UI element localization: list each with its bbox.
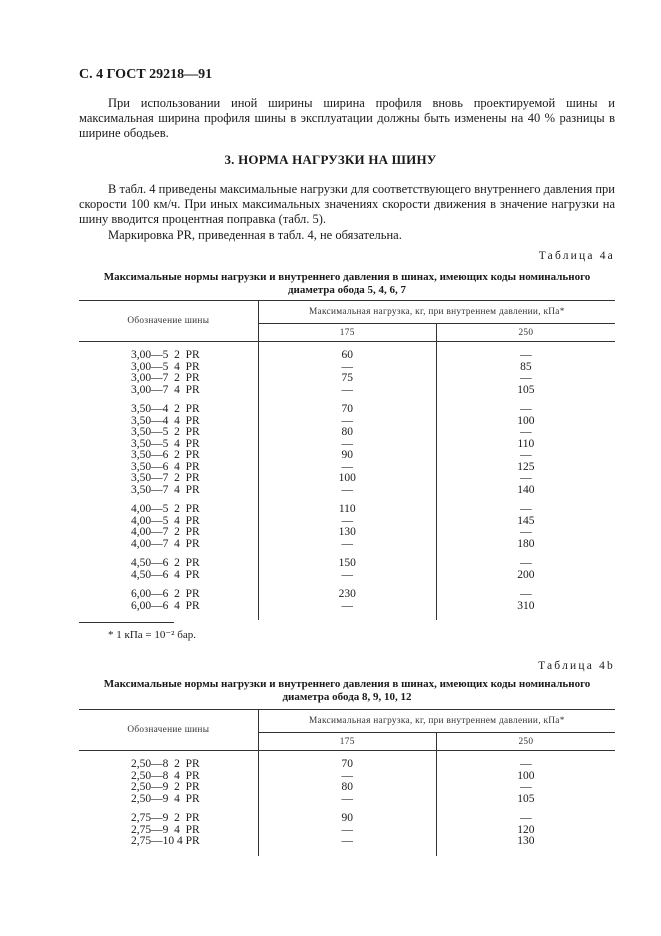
tire-designation: 4,00—5 2 PR [79,504,258,516]
tire-designation: 2,50—9 4 PR [79,794,258,806]
load-250: — [520,526,532,538]
load-175: 75 [258,373,436,385]
table-row [79,485,615,497]
load-250: — [520,426,532,438]
table-row [79,427,615,439]
gap-cell [436,612,615,620]
table-row [79,504,615,516]
table-b-title: Максимальные нормы нагрузки и внутреннего давления в шинах, имеющих коды номинального диаметра обода 8, 9, 10, 12 [103,678,591,703]
intro-text: При использовании иной ширины ширина профиля вновь проектируемой шины и максимальная ширина профиля шины в эксплуатации должны быть изменены на 40 % разницы в ширине ободьев. [79,96,615,141]
load-250: 100 [517,414,535,427]
tire-designation: 2,50—9 2 PR [79,782,258,794]
load-250: — [520,557,532,569]
tire-designation: 4,00—5 4 PR [79,516,258,528]
tire-designation: 4,00—7 2 PR [79,527,258,539]
load-250: — [520,372,532,384]
load-250: 145 [517,514,535,527]
load-250: — [520,472,532,484]
load-175: 70 [258,759,436,771]
table-b-col-group: Максимальная нагрузка, кг, при внутреннем давлении, кПа* [308,716,565,726]
gap-cell [79,848,258,856]
load-250: — [520,449,532,461]
table-a-col-group: Максимальная нагрузка, кг, при внутреннем давлении, кПа* [308,307,565,317]
tire-designation: 3,50—4 2 PR [79,404,258,416]
table-b-label: Таблица 4b [538,660,615,672]
tire-designation: 6,00—6 2 PR [79,589,258,601]
load-175: — [258,794,436,806]
load-175: — [258,601,436,613]
load-175: 90 [258,813,436,825]
load-250: 110 [517,437,535,450]
tire-designation: 2,75—10 4 PR [79,836,258,848]
table-a-col-name: Обозначение шины [79,301,258,342]
tire-designation: 3,50—6 2 PR [79,450,258,462]
load-250: — [520,758,532,770]
load-250: 105 [517,383,535,396]
load-250: 310 [517,599,535,612]
load-175: 150 [258,558,436,570]
tire-designation: 3,50—5 4 PR [79,439,258,451]
load-250: — [520,403,532,415]
load-250: 140 [517,483,535,496]
load-250: — [520,349,532,361]
table-row [79,782,615,794]
tire-designation: 2,50—8 4 PR [79,771,258,783]
load-175: 130 [258,527,436,539]
tire-designation: 3,00—5 4 PR [79,362,258,374]
table-row [79,759,615,771]
footnote-rule [79,622,174,623]
load-175: — [258,570,436,582]
table-row [79,473,615,485]
load-175: 110 [258,504,436,516]
table-row [79,558,615,570]
load-250: 100 [517,769,535,782]
tire-designation: 3,50—6 4 PR [79,462,258,474]
gap-cell [79,612,258,620]
load-175: — [258,539,436,551]
load-175: — [258,416,436,428]
section-body [79,182,615,243]
table-a-title: Максимальные нормы нагрузки и внутреннего давления в шинах, имеющих коды номинального диаметра обода 5, 4, 6, 7 [103,271,591,296]
tire-designation: 3,50—7 2 PR [79,473,258,485]
load-175: — [258,771,436,783]
load-175: 90 [258,450,436,462]
load-175: 230 [258,589,436,601]
tire-designation: 2,50—8 2 PR [79,759,258,771]
tire-designation: 4,00—7 4 PR [79,539,258,551]
table-row [79,450,615,462]
load-175: 60 [258,350,436,362]
table-b-body [79,751,615,856]
tire-designation: 3,00—7 2 PR [79,373,258,385]
table-b-col-250: 250 [436,733,615,751]
table-row [79,589,615,601]
load-175: — [258,836,436,848]
load-175: — [258,385,436,397]
table-a-label: Таблица 4a [538,250,615,262]
table-row [79,836,615,848]
tire-designation: 6,00—6 4 PR [79,601,258,613]
load-250: — [520,812,532,824]
load-250: 105 [517,792,535,805]
tire-designation: 3,50—5 2 PR [79,427,258,439]
load-250: 125 [517,460,535,473]
table-b-col-name: Обозначение шины [79,710,258,751]
table-row [79,373,615,385]
table-row [79,601,615,613]
table-a-body [79,342,615,621]
load-250: 85 [520,360,532,373]
load-250: 200 [517,568,535,581]
load-250: — [520,503,532,515]
load-175: — [258,362,436,374]
table-a [79,300,615,620]
load-175: 80 [258,427,436,439]
load-175: 80 [258,782,436,794]
tire-designation: 4,50—6 2 PR [79,558,258,570]
table-b-col-175: 175 [258,733,436,751]
table-b [79,709,615,856]
load-175: — [258,485,436,497]
load-250: 120 [517,823,535,836]
footnote: * 1 кПа = 10⁻² бар. [108,629,196,641]
load-175: — [258,825,436,837]
tire-designation: 2,75—9 4 PR [79,825,258,837]
gap-cell [258,848,436,856]
tire-designation: 2,75—9 2 PR [79,813,258,825]
table-a-col-250: 250 [436,324,615,342]
table-a-col-175: 175 [258,324,436,342]
table-end-gap [79,612,615,620]
table-row [79,527,615,539]
load-175: — [258,462,436,474]
tire-designation: 4,50—6 4 PR [79,570,258,582]
load-175: — [258,439,436,451]
section-title: 3. НОРМА НАГРУЗКИ НА ШИНУ [224,152,437,167]
load-175: 70 [258,404,436,416]
table-row [79,794,615,806]
section-paragraph-1: В табл. 4 приведены максимальные нагрузки для соответствующего внутреннего давления при скорости 100 км/ч. При иных максимальных значениях скорости движения в значение нагрузки на шину вводится процентная поправка (табл. 5). [79,182,615,227]
load-250: — [520,781,532,793]
table-row [79,350,615,362]
intro-paragraph [79,96,615,142]
tire-designation: 3,00—7 4 PR [79,385,258,397]
table-row [79,539,615,551]
load-175: — [258,516,436,528]
tire-designation: 3,50—4 4 PR [79,416,258,428]
load-250: 130 [517,835,535,847]
load-250: 180 [517,537,535,550]
gap-cell [436,848,615,856]
tire-designation: 3,00—5 2 PR [79,350,258,362]
tire-designation: 3,50—7 4 PR [79,485,258,497]
load-250: — [520,588,532,600]
load-175: 100 [258,473,436,485]
page-header: С. 4 ГОСТ 29218—91 [79,67,213,82]
section-paragraph-2: Маркировка PR, приведенная в табл. 4, не обязательна. [108,227,402,242]
gap-cell [258,612,436,620]
table-row [79,385,615,397]
table-row [79,813,615,825]
table-end-gap [79,848,615,856]
table-row [79,570,615,582]
table-row [79,404,615,416]
